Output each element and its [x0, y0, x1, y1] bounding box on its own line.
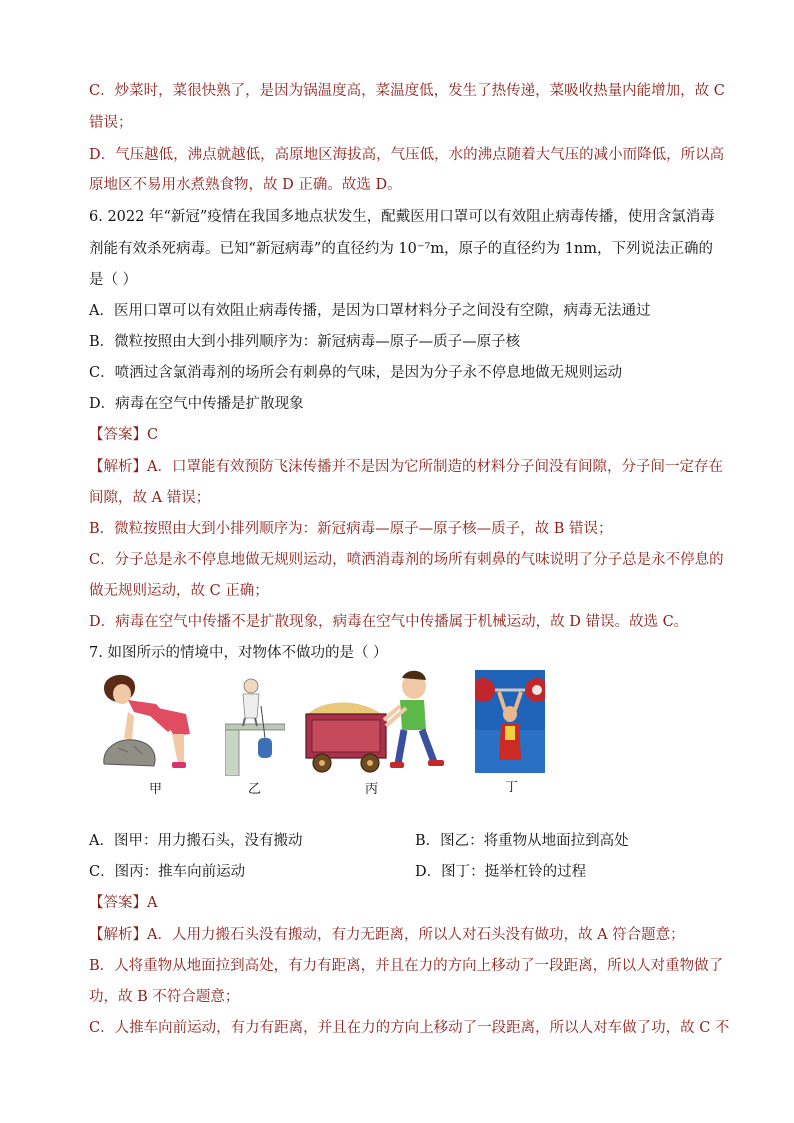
option-c: C．喷洒过含氯消毒剂的场所会有刺鼻的气味，是因为分子永不停息地做无规则运动 [89, 365, 623, 381]
question-7-stem: 7. 如图所示的情境中，对物体不做功的是（ ） [89, 645, 388, 661]
answer-label: 【答案】C [89, 427, 159, 443]
option-c: C．图丙：推车向前运动 [89, 864, 246, 880]
explanation-line: B．人将重物从地面拉到高处，有力有距离，并且在力的方向上移动了一段距离，所以人对重物做了 [89, 958, 724, 974]
figure-yi-illustration [225, 678, 285, 776]
explanation-line: C．人推车向前运动，有力有距离，并且在力的方向上移动了一段距离，所以人对车做了功，故 C 不 [89, 1020, 730, 1036]
option-a: A．图甲：用力搬石头，没有搬动 [89, 833, 303, 849]
question-6-stem: 剂能有效杀死病毒。已知“新冠病毒”的直径约为 10⁻⁷m，原子的直径约为 1nm，下列说法正确的 [89, 241, 714, 257]
text-line: D．气压越低，沸点就越低，高原地区海拔高，气压低，水的沸点随着大气压的减小而降低，所以高 [89, 147, 725, 163]
explanation-line: D．病毒在空气中传播不是扩散现象，病毒在空气中传播属于机械运动，故 D 错误。故选 C。 [89, 614, 689, 630]
option-b: B．图乙：将重物从地面拉到高处 [415, 833, 629, 849]
explanation-line: C．分子总是永不停息地做无规则运动，喷洒消毒剂的场所有刺鼻的气味说明了分子总是永不停息的 [89, 552, 724, 568]
option-d: D．病毒在空气中传播是扩散现象 [89, 396, 304, 412]
explanation-line: 间隙，故 A 错误； [89, 490, 211, 506]
explanation-line: 功，故 B 不符合题意； [89, 989, 240, 1005]
question-6-stem: 6. 2022 年“新冠”疫情在我国多地点状发生，配戴医用口罩可以有效阻止病毒传播，使用含氯消毒 [89, 209, 715, 225]
question-6-stem: 是（ ） [89, 272, 138, 288]
text-line: C．炒菜时，菜很快熟了，是因为锅温度高，菜温度低，发生了热传递，菜吸收热量内能增加，故 C [89, 83, 725, 99]
text-line: 原地区不易用水煮熟食物，故 D 正确。故选 D。 [89, 177, 402, 193]
option-d: D．图丁：挺举杠铃的过程 [415, 864, 587, 880]
option-b: B．微粒按照由大到小排列顺序为：新冠病毒—原子—质子—原子核 [89, 334, 521, 350]
explanation-line: 【解析】A．人用力搬石头没有搬动，有力无距离，所以人对石头没有做功，故 A 符合题意； [89, 927, 685, 943]
answer-label: 【答案】A [89, 895, 158, 911]
option-a: A．医用口罩可以有效阻止病毒传播，是因为口罩材料分子之间没有空隙，病毒无法通过 [89, 303, 651, 319]
explanation-line: 做无规则运动，故 C 正确； [89, 583, 269, 599]
figure-caption-jia: 甲 [149, 782, 163, 797]
explanation-line: 【解析】A．口罩能有效预防飞沫传播并不是因为它所制造的材料分子间没有间隙，分子间一定存在 [89, 459, 723, 475]
figure-bing-illustration [302, 668, 450, 776]
figure-caption-ding: 丁 [505, 780, 519, 795]
explanation-line: B．微粒按照由大到小排列顺序为：新冠病毒—原子—原子核—质子，故 B 错误； [89, 521, 613, 537]
figure-caption-bing: 丙 [365, 782, 379, 797]
figure-jia-illustration [98, 668, 198, 776]
text-line: 错误； [89, 115, 133, 131]
figure-ding-photo [475, 670, 545, 773]
figure-caption-yi: 乙 [248, 782, 262, 797]
